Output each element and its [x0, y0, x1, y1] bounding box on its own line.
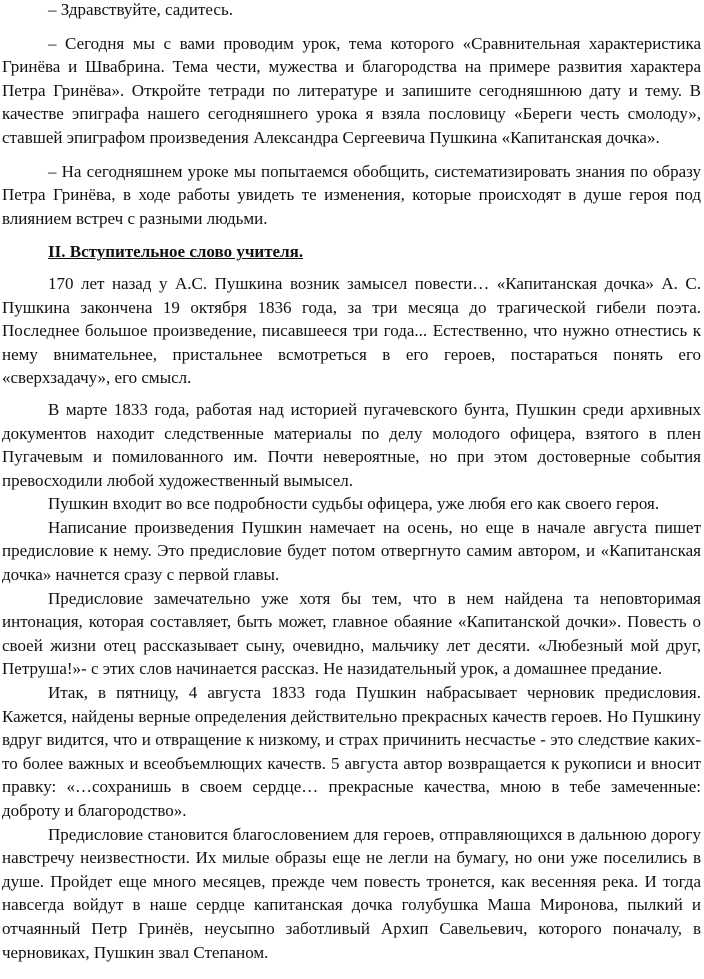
- greeting-paragraph: – Здравствуйте, садитесь.: [48, 0, 233, 19]
- lesson-goal-paragraph: – На сегодняшнем уроке мы попытаемся обобщить, систематизировать знания по образу Петра Гринёва, в ходе работы увидеть те изменения, которые происходят в душе героя под влиянием встреч с разными людьми.: [2, 161, 701, 228]
- body-paragraph: Пушкин входит во все подробности судьбы офицера, уже любя его как своего героя.: [48, 494, 660, 514]
- body-paragraph: Предисловие становится благословением для героев, отправляющихся в дальнюю дорогу навстречу неизвестности. Их милые образы еще не легли на бумагу, но они уже поселились в душе. Пройдет еще много месяцев, прежде чем повесть тронется, как весенняя река. И тогда навсегда войдут в наше сердце капитанская дочка голубушка Маша Миронова, пылкий и отчаянный Петр Гринёв, неусыпно заботливый Архип Савельевич, которого поначалу, в черновиках, Пушкин звал Степаном.: [2, 824, 701, 962]
- body-paragraph: Итак, в пятницу, 4 августа 1833 года Пушкин набрасывает черновик предисловия. Кажется, найдены верные определения действительно прекрасных качеств героев. Но Пушкину вдруг видится, что и отвращение к низкому, и страх причинить несчастье - это следствие каких-то более важных и всеобъемлющих качеств. 5 августа автор возвращается к рукописи и вносит правку: «…сохранишь в своем сердце… прекрасные качества, мною в тебе замеченные: доброту и благородство».: [2, 683, 701, 820]
- body-paragraph: В марте 1833 года, работая над историей пугачевского бунта, Пушкин среди архивных документов находит следственные материалы по делу молодого офицера, взятого в плен Пугачевым и помилованного им. Почти невероятные, но при этом достоверные события превосходили любой художественный вымысел.: [2, 399, 701, 490]
- body-paragraph: Написание произведения Пушкин намечает на осень, но еще в начале августа пишет предисловие к нему. Это предисловие будет потом отвергнуто самим автором, и «Капитанская дочка» начнется сразу с первой главы.: [2, 517, 701, 585]
- lesson-topic-paragraph: – Сегодня мы с вами проводим урок, тема которого «Сравнительная характеристика Гринёва и Швабрина. Тема чести, мужества и благородства на примере развития характера Петра Гринёва». Откройте тетради по литературе и запишите сегодняшнюю дату и тему. В качестве эпиграфа нашего сегодняшнего урока я взяла пословицу «Береги честь смолоду», ставшей эпиграфом произведения Александра Сергеевича Пушкина «Капитанская дочка».: [2, 33, 701, 147]
- body-paragraph: 170 лет назад у А.С. Пушкина возник замысел повести… «Капитанская дочка» А. С. Пушкина закончена 19 октября 1836 года, за три месяца до трагической гибели поэта. Последнее большое произведение, писавшееся три года... Естественно, что нужно отнестись к нему внимательнее, пристальнее всмотреться в его героев, постараться понять его «сверхзадачу», его смысл.: [2, 273, 701, 388]
- section-heading: II. Вступительное слово учителя.: [48, 242, 304, 262]
- body-paragraph: Предисловие замечательно уже хотя бы тем, что в нем найдена та неповторимая интонация, которая составляет, быть может, главное обаяние «Капитанской дочки». Повесть о своей жизни отец рассказывает сыну, очевидно, мальчику лет десяти. «Любезный мой друг, Петруша!»- с этих слов начинается рассказ. Не назидательный урок, а домашнее предание.: [2, 588, 701, 679]
